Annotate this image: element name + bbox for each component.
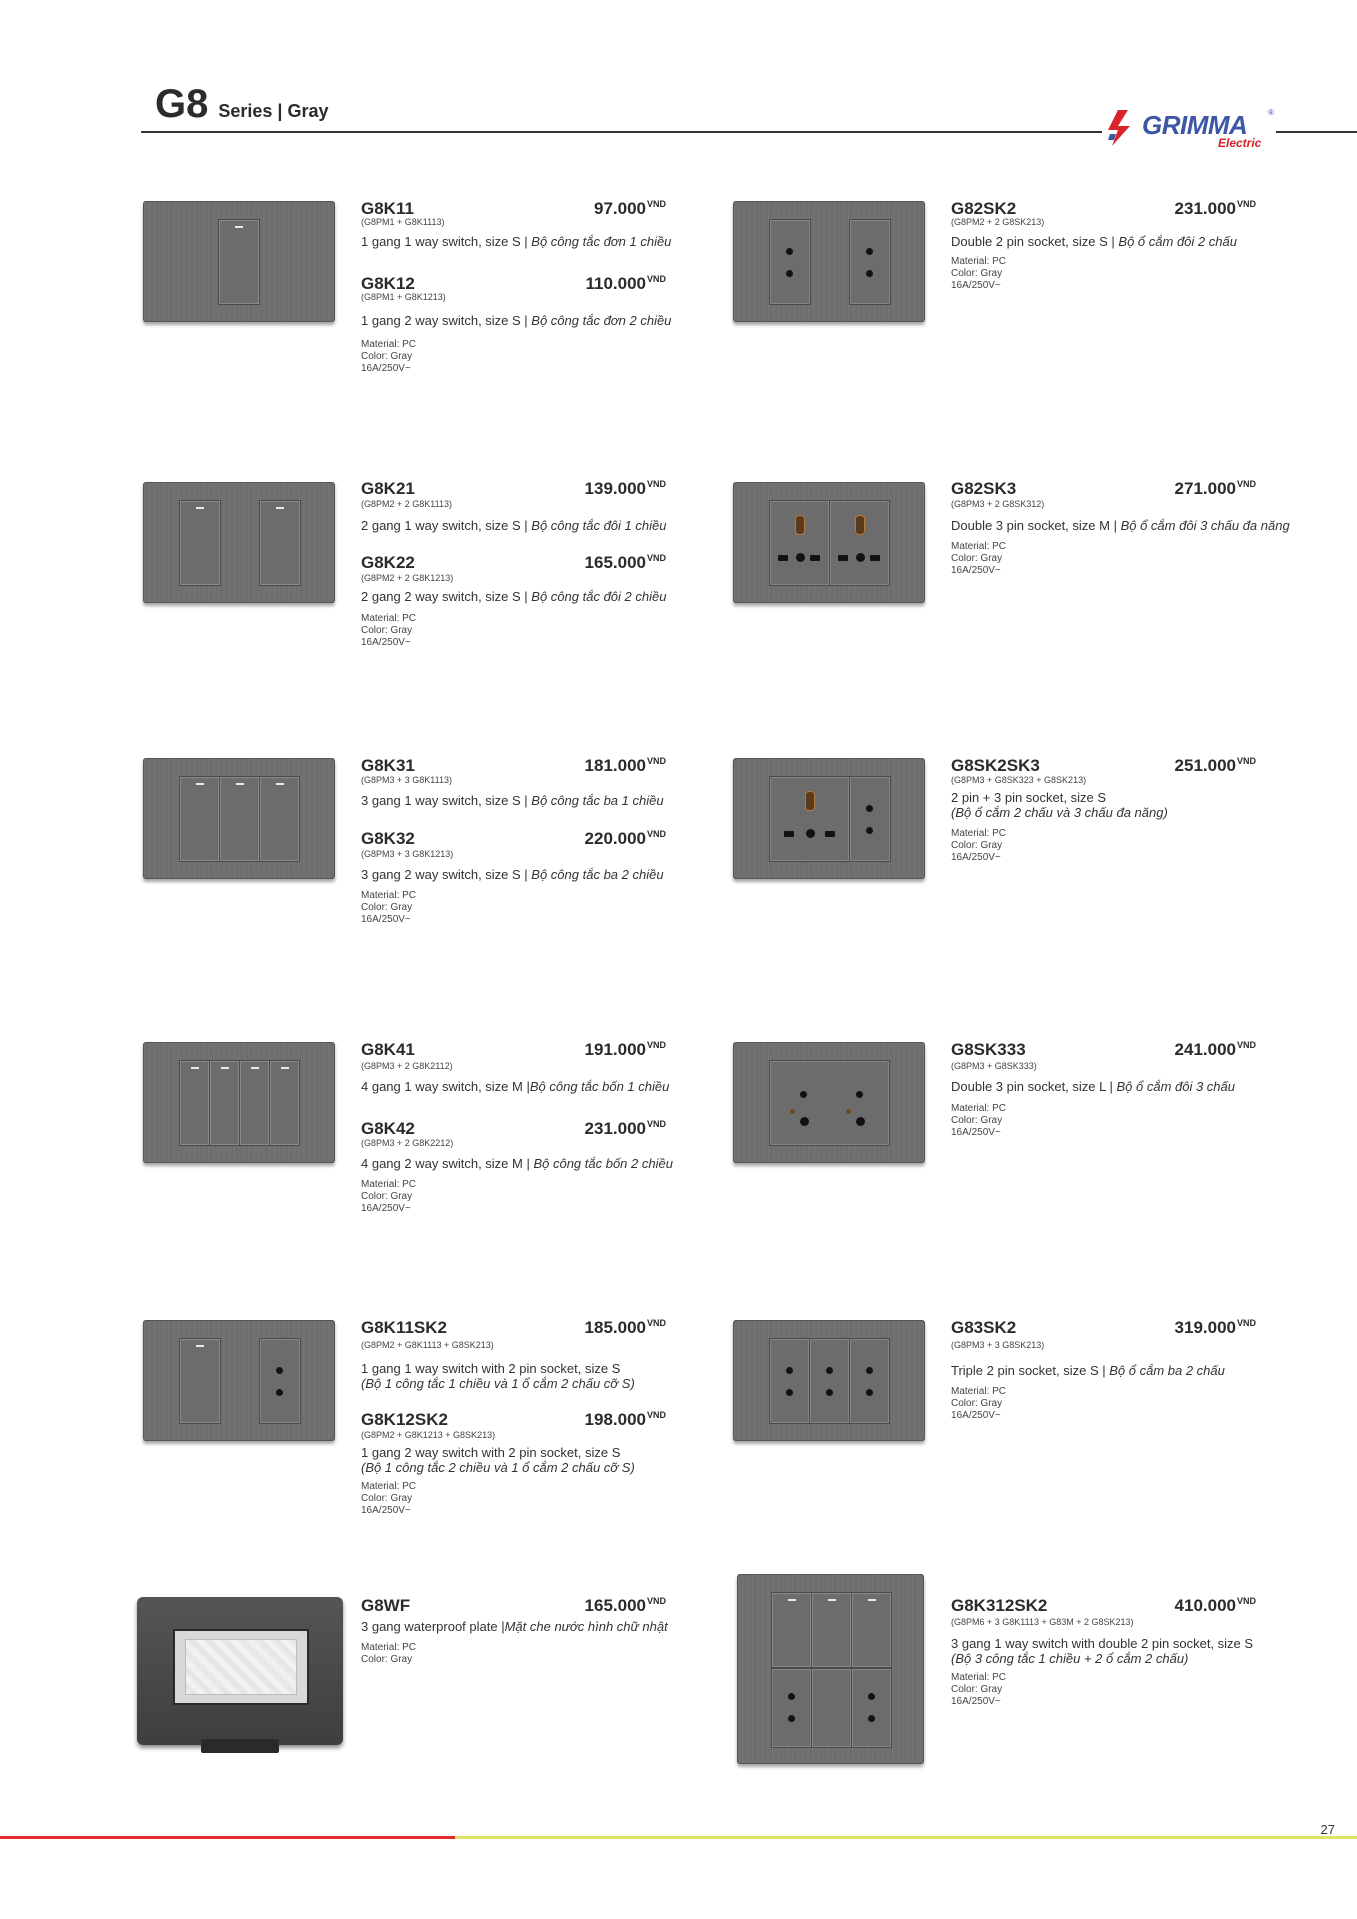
product-image-g82sk3 <box>733 482 925 603</box>
product-description: 4 gang 2 way switch, size M | Bộ công tắc bốn 2 chiều <box>361 1156 673 1171</box>
product-price: $165.000^{VND}$ <box>584 1596 666 1615</box>
product-components: (G8PM2 + G8K1113 + G8SK213) <box>361 1340 494 1350</box>
socket-module <box>771 1668 812 1748</box>
product-image-g8k21 <box>143 482 335 603</box>
product-price: $241.000^{VND}$ <box>1174 1040 1256 1059</box>
switch-key <box>218 219 260 305</box>
product-components: (G8PM3 + 3 G8SK213) <box>951 1340 1045 1350</box>
switch-key <box>179 500 221 586</box>
header-rule-right <box>1276 131 1357 133</box>
product-components: (G8PM3 + 3 G8K1213) <box>361 849 454 859</box>
product-code: G82SK2 <box>951 199 1017 218</box>
product-price: $191.000^{VND}$ <box>584 1040 666 1059</box>
footer-rule-red <box>0 1836 455 1839</box>
page-number: 27 <box>1320 1822 1335 1837</box>
product-description: 2 gang 2 way switch, size S | Bộ công tắc đôi 2 chiều <box>361 589 667 604</box>
brand-name: GRIMMA <box>1142 110 1248 140</box>
product-description: 2 pin + 3 pin socket, size S (Bộ ổ cắm 2 chấu và 3 chấu đa năng) <box>951 790 1168 820</box>
product-description: 3 gang 1 way switch, size S | Bộ công tắc ba 1 chiều <box>361 793 664 808</box>
series-title <box>155 82 328 127</box>
product-code: G8K32 <box>361 829 415 848</box>
blank-module <box>811 1668 852 1748</box>
product-description: 2 gang 1 way switch, size S | Bộ công tắc đôi 1 chiều <box>361 518 667 533</box>
switch-key <box>851 1592 892 1668</box>
product-price: $220.000^{VND}$ <box>584 829 666 848</box>
product-description: 4 gang 1 way switch, size M |Bộ công tắc bốn 1 chiều <box>361 1079 670 1094</box>
socket-module <box>769 219 811 305</box>
product-components: (G8PM1 + G8K1113) <box>361 217 445 227</box>
product-components: (G8PM6 + 3 G8K1113 + G83M + 2 G8SK213) <box>951 1617 1134 1627</box>
product-image-g83sk2 <box>733 1320 925 1441</box>
product-price: $231.000^{VND}$ <box>1174 199 1256 218</box>
product-code: G8K12SK2 <box>361 1410 448 1429</box>
product-price: $165.000^{VND}$ <box>584 553 666 572</box>
footer-rule-yellow <box>455 1836 1357 1839</box>
product-price: $231.000^{VND}$ <box>584 1119 666 1138</box>
switch-key <box>239 1060 270 1146</box>
product-code: G8K312SK2 <box>951 1596 1048 1615</box>
product-components: (G8PM2 + 2 G8K1213) <box>361 573 454 583</box>
socket-module <box>849 1338 890 1424</box>
product-spec: Material: PC Color: Gray 16A/250V~ <box>951 541 1007 576</box>
product-image-g8wf <box>137 1597 343 1745</box>
socket-module <box>769 500 830 586</box>
product-price: $139.000^{VND}$ <box>584 479 666 498</box>
product-spec: Material: PC Color: Gray 16A/250V~ <box>361 613 417 648</box>
product-spec: Material: PC Color: Gray 16A/250V~ <box>361 1481 417 1516</box>
product-code: G8K11 <box>361 199 414 218</box>
product-price: $251.000^{VND}$ <box>1174 756 1256 775</box>
product-description: 1 gang 1 way switch, size S | Bộ công tắc đơn 1 chiều <box>361 234 672 249</box>
product-image-g8sk2sk3 <box>733 758 925 879</box>
brand-logo <box>1104 106 1274 152</box>
product-image-g8k31 <box>143 758 335 879</box>
waterproof-window <box>173 1629 309 1705</box>
switch-key <box>219 776 260 862</box>
socket-module <box>769 776 850 862</box>
switch-key <box>771 1592 812 1668</box>
product-components: (G8PM3 + G8SK323 + G8SK213) <box>951 775 1087 785</box>
product-price: $110.000^{VND}$ <box>585 274 666 293</box>
product-price: $185.000^{VND}$ <box>584 1318 666 1337</box>
product-spec: Material: PC Color: Gray 16A/250V~ <box>361 890 417 925</box>
brand-mark-icon <box>1104 108 1140 148</box>
product-code: G82SK3 <box>951 479 1017 498</box>
product-spec: Material: PC Color: Gray 16A/250V~ <box>951 828 1007 863</box>
product-image-g8k11sk2 <box>143 1320 335 1441</box>
product-description: Double 2 pin socket, size S | Bộ ổ cắm đôi 2 chấu <box>951 234 1237 249</box>
brand-registered: ® <box>1268 108 1274 117</box>
product-code: G8K21 <box>361 479 415 498</box>
socket-module <box>849 776 891 862</box>
socket-module <box>259 1338 301 1424</box>
header-rule <box>141 131 1102 133</box>
product-code: G8K11SK2 <box>361 1318 447 1337</box>
switch-key <box>179 1060 210 1146</box>
product-code: G8K12 <box>361 274 415 293</box>
product-price: $410.000^{VND}$ <box>1174 1596 1256 1615</box>
product-spec: Material: PC Color: Gray <box>361 1642 417 1665</box>
waterproof-latch <box>201 1739 279 1753</box>
product-components: (G8PM2 + 2 G8SK213) <box>951 217 1045 227</box>
product-components: (G8PM3 + 2 G8K2212) <box>361 1138 454 1148</box>
product-image-g8k11 <box>143 201 335 322</box>
product-description: 3 gang waterproof plate |Mặt che nước hình chữ nhật <box>361 1619 668 1634</box>
product-spec: Material: PC Color: Gray 16A/250V~ <box>951 1103 1007 1138</box>
product-description: 3 gang 1 way switch with double 2 pin socket, size S (Bộ 3 công tắc 1 chiều + 2 ổ cắm 2 chấu) <box>951 1636 1254 1666</box>
socket-module <box>851 1668 892 1748</box>
product-code: G8SK333 <box>951 1040 1026 1059</box>
product-code: G8K22 <box>361 553 415 572</box>
series-label: Series | Gray <box>218 101 329 121</box>
product-description: Triple 2 pin socket, size S | Bộ ổ cắm ba 2 chấu <box>951 1363 1225 1378</box>
product-image-g8sk333 <box>733 1042 925 1163</box>
product-price: $271.000^{VND}$ <box>1174 479 1256 498</box>
product-price: $198.000^{VND}$ <box>584 1410 666 1429</box>
product-image-g8k312sk2 <box>737 1574 924 1764</box>
product-description: Double 3 pin socket, size M | Bộ ổ cắm đôi 3 chấu đa năng <box>951 518 1290 533</box>
series-code: G8 <box>155 82 209 126</box>
product-components: (G8PM2 + 2 G8K1113) <box>361 499 452 509</box>
socket-module <box>769 1060 890 1146</box>
product-code: G8K41 <box>361 1040 415 1059</box>
product-spec: Material: PC Color: Gray 16A/250V~ <box>361 1179 417 1214</box>
product-code: G83SK2 <box>951 1318 1017 1337</box>
product-spec: Material: PC Color: Gray 16A/250V~ <box>951 1386 1007 1421</box>
switch-key <box>179 1338 221 1424</box>
product-image-g8k41 <box>143 1042 335 1163</box>
product-components: (G8PM3 + G8SK333) <box>951 1061 1037 1071</box>
switch-key <box>259 500 301 586</box>
product-code: G8SK2SK3 <box>951 756 1040 775</box>
product-components: (G8PM2 + G8K1213 + G8SK213) <box>361 1430 496 1440</box>
switch-key <box>259 776 300 862</box>
product-price: $97.000^{VND}$ <box>593 199 666 218</box>
product-description: 1 gang 1 way switch with 2 pin socket, size S (Bộ 1 công tắc 1 chiều và 1 ổ cắm 2 chấu cỡ S) <box>361 1361 635 1391</box>
product-code: G8WF <box>361 1596 411 1615</box>
socket-module <box>769 1338 810 1424</box>
switch-key <box>811 1592 852 1668</box>
product-description: 1 gang 2 way switch with 2 pin socket, size S (Bộ 1 công tắc 2 chiều và 1 ổ cắm 2 chấu cỡ S) <box>361 1445 635 1475</box>
product-spec: Material: PC Color: Gray 16A/250V~ <box>951 256 1007 291</box>
switch-key <box>179 776 220 862</box>
product-description: 3 gang 2 way switch, size S | Bộ công tắc ba 2 chiều <box>361 867 664 882</box>
product-components: (G8PM3 + 3 G8K1113) <box>361 775 452 785</box>
switch-key <box>209 1060 240 1146</box>
product-price: $181.000^{VND}$ <box>584 756 666 775</box>
product-price: $319.000^{VND}$ <box>1174 1318 1256 1337</box>
brand-sub: Electric <box>1218 136 1262 150</box>
product-components: (G8PM3 + 2 G8K2112) <box>361 1061 453 1071</box>
product-spec: Material: PC Color: Gray 16A/250V~ <box>951 1672 1007 1707</box>
socket-module <box>809 1338 850 1424</box>
product-code: G8K31 <box>361 756 415 775</box>
socket-module <box>829 500 890 586</box>
product-components: (G8PM1 + G8K1213) <box>361 292 446 302</box>
product-image-g82sk2 <box>733 201 925 322</box>
switch-key <box>269 1060 300 1146</box>
product-components: (G8PM3 + 2 G8SK312) <box>951 499 1045 509</box>
product-code: G8K42 <box>361 1119 415 1138</box>
product-description: Double 3 pin socket, size L | Bộ ổ cắm đôi 3 chấu <box>951 1079 1236 1094</box>
product-spec: Material: PC Color: Gray 16A/250V~ <box>361 339 417 374</box>
product-description: 1 gang 2 way switch, size S | Bộ công tắc đơn 2 chiều <box>361 313 672 328</box>
socket-module <box>849 219 891 305</box>
